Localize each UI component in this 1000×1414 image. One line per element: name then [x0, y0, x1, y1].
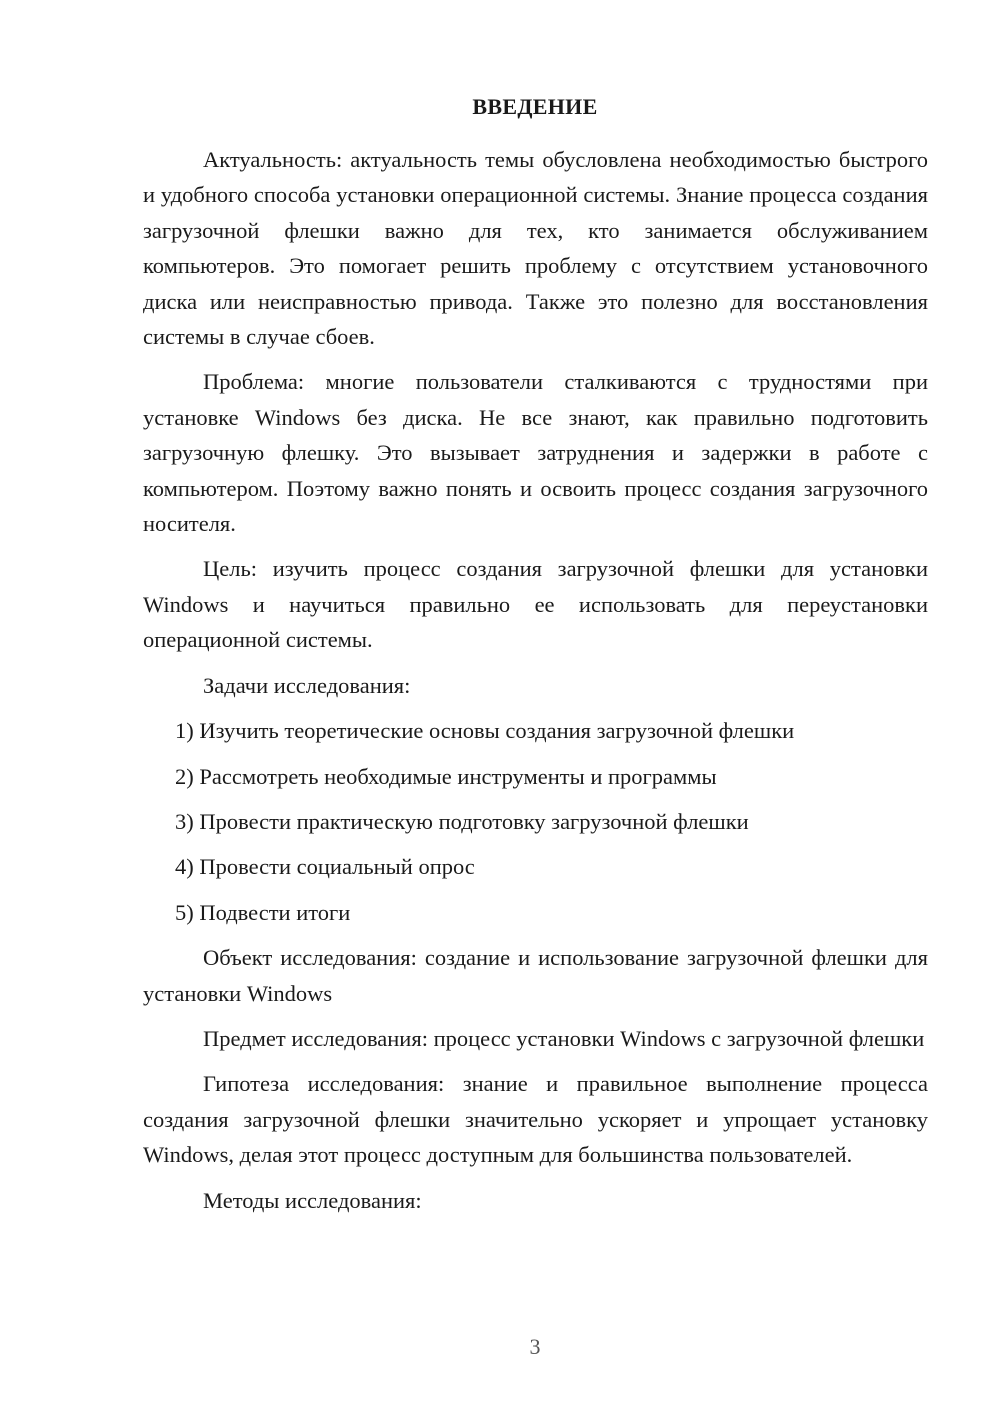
- paragraph-methods-title: Методы исследования:: [203, 1187, 422, 1213]
- section-heading: ВВЕДЕНИЕ: [472, 94, 598, 119]
- task-item: 3) Провести практическую подготовку загрузочной флешки: [175, 808, 749, 834]
- task-item: 4) Провести социальный опрос: [175, 854, 475, 880]
- page-number: 3: [529, 1334, 541, 1359]
- task-item: 1) Изучить теоретические основы создания загрузочной флешки: [175, 718, 795, 744]
- paragraph-goal: Цель: изучить процесс создания загрузочной флешки для установки Windows и научиться правильно ее использовать для переустановки операционной системы.: [143, 556, 928, 653]
- paragraph-hypothesis: Гипотеза исследования: знание и правильное выполнение процесса создания загрузочной флешки значительно ускоряет и упрощает установку Windows, делая этот процесс доступным для большинства пользователей.: [143, 1071, 928, 1168]
- paragraph-relevance: Актуальность: актуальность темы обусловлена необходимостью быстрого и удобного способа установки операционной системы. Знание процесса создания загрузочной флешки важно для тех, кто занимается обслуживанием компьютеров. Это помогает решить проблему с отсутствием установочного диска или неисправностью привода. Также это полезно для восстановления системы в случае сбоев.: [143, 147, 928, 350]
- paragraph-subject: Предмет исследования: процесс установки Windows с загрузочной флешки: [203, 1025, 925, 1051]
- paragraph-problem: Проблема: многие пользователи сталкиваются с трудностями при установке Windows без диска. Не все знают, как правильно подготовить загрузочную флешку. Это вызывает затруднения и задержки в работе с компьютером. Поэтому важно понять и освоить процесс создания загрузочного носителя.: [143, 369, 928, 537]
- paragraph-object: Объект исследования: создание и использование загрузочной флешки для установки Windows: [143, 945, 928, 1006]
- document-body: [143, 142, 928, 1228]
- task-item: 5) Подвести итоги: [175, 899, 351, 925]
- task-item: 2) Рассмотреть необходимые инструменты и программы: [175, 763, 717, 789]
- paragraph-tasks-title: Задачи исследования:: [203, 672, 411, 698]
